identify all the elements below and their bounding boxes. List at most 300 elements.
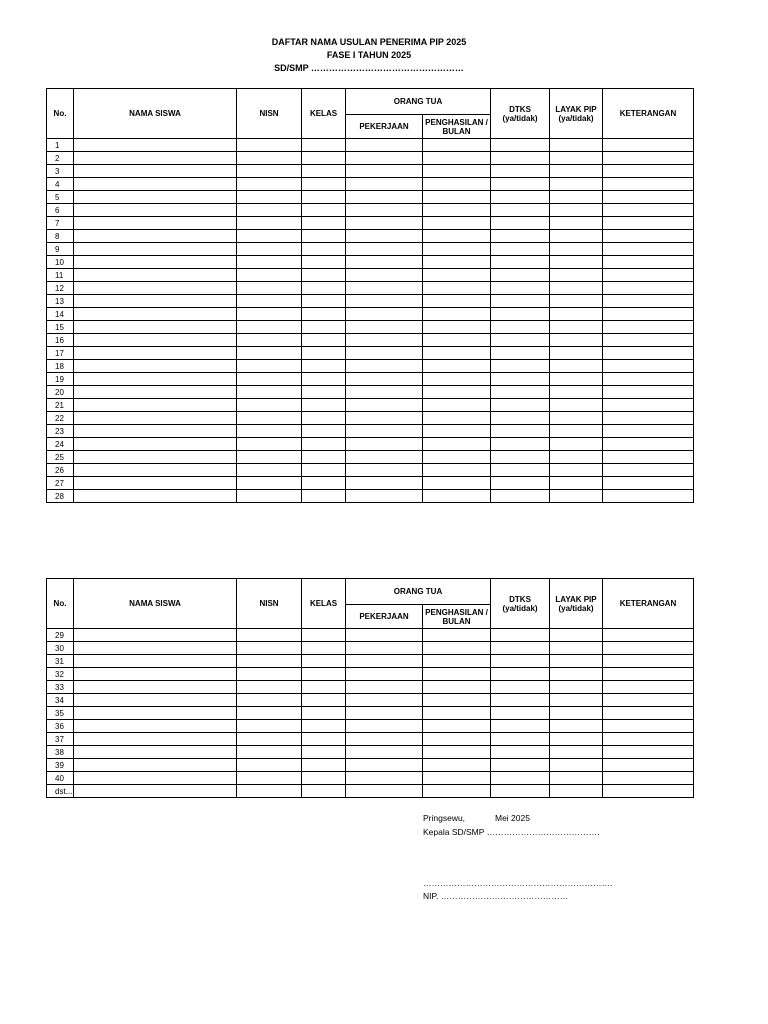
pekerjaan-cell[interactable] [346,733,423,746]
nama-cell[interactable] [74,178,237,191]
layak-cell[interactable] [550,746,603,759]
nisn-cell[interactable] [237,733,302,746]
penghasilan-cell[interactable] [423,425,491,438]
kelas-cell[interactable] [302,308,346,321]
dtks-cell[interactable] [491,308,550,321]
dtks-cell[interactable] [491,269,550,282]
penghasilan-cell[interactable] [423,178,491,191]
dtks-cell[interactable] [491,373,550,386]
nisn-cell[interactable] [237,681,302,694]
nisn-cell[interactable] [237,360,302,373]
dtks-cell[interactable] [491,191,550,204]
nama-cell[interactable] [74,490,237,503]
keterangan-cell[interactable] [603,399,694,412]
pekerjaan-cell[interactable] [346,191,423,204]
pekerjaan-cell[interactable] [346,360,423,373]
dtks-cell[interactable] [491,785,550,798]
nama-cell[interactable] [74,282,237,295]
nisn-cell[interactable] [237,668,302,681]
keterangan-cell[interactable] [603,178,694,191]
penghasilan-cell[interactable] [423,412,491,425]
penghasilan-cell[interactable] [423,438,491,451]
dtks-cell[interactable] [491,334,550,347]
layak-cell[interactable] [550,243,603,256]
keterangan-cell[interactable] [603,243,694,256]
layak-cell[interactable] [550,308,603,321]
kelas-cell[interactable] [302,373,346,386]
nisn-cell[interactable] [237,256,302,269]
nama-cell[interactable] [74,720,237,733]
pekerjaan-cell[interactable] [346,217,423,230]
penghasilan-cell[interactable] [423,642,491,655]
kelas-cell[interactable] [302,256,346,269]
penghasilan-cell[interactable] [423,321,491,334]
pekerjaan-cell[interactable] [346,785,423,798]
layak-cell[interactable] [550,720,603,733]
kelas-cell[interactable] [302,321,346,334]
nama-cell[interactable] [74,668,237,681]
kelas-cell[interactable] [302,399,346,412]
kelas-cell[interactable] [302,759,346,772]
nisn-cell[interactable] [237,629,302,642]
dtks-cell[interactable] [491,165,550,178]
keterangan-cell[interactable] [603,759,694,772]
keterangan-cell[interactable] [603,139,694,152]
kelas-cell[interactable] [302,425,346,438]
kelas-cell[interactable] [302,746,346,759]
nisn-cell[interactable] [237,321,302,334]
keterangan-cell[interactable] [603,655,694,668]
nisn-cell[interactable] [237,451,302,464]
penghasilan-cell[interactable] [423,347,491,360]
keterangan-cell[interactable] [603,269,694,282]
layak-cell[interactable] [550,152,603,165]
keterangan-cell[interactable] [603,438,694,451]
penghasilan-cell[interactable] [423,759,491,772]
dtks-cell[interactable] [491,720,550,733]
keterangan-cell[interactable] [603,360,694,373]
layak-cell[interactable] [550,681,603,694]
keterangan-cell[interactable] [603,334,694,347]
penghasilan-cell[interactable] [423,451,491,464]
pekerjaan-cell[interactable] [346,629,423,642]
keterangan-cell[interactable] [603,490,694,503]
dtks-cell[interactable] [491,642,550,655]
nisn-cell[interactable] [237,191,302,204]
nama-cell[interactable] [74,694,237,707]
layak-cell[interactable] [550,785,603,798]
penghasilan-cell[interactable] [423,243,491,256]
nisn-cell[interactable] [237,152,302,165]
layak-cell[interactable] [550,642,603,655]
kelas-cell[interactable] [302,785,346,798]
nama-cell[interactable] [74,746,237,759]
dtks-cell[interactable] [491,681,550,694]
nisn-cell[interactable] [237,746,302,759]
layak-cell[interactable] [550,772,603,785]
layak-cell[interactable] [550,451,603,464]
layak-cell[interactable] [550,412,603,425]
nama-cell[interactable] [74,733,237,746]
layak-cell[interactable] [550,386,603,399]
dtks-cell[interactable] [491,759,550,772]
penghasilan-cell[interactable] [423,152,491,165]
kelas-cell[interactable] [302,464,346,477]
kelas-cell[interactable] [302,139,346,152]
penghasilan-cell[interactable] [423,772,491,785]
layak-cell[interactable] [550,230,603,243]
nisn-cell[interactable] [237,759,302,772]
keterangan-cell[interactable] [603,412,694,425]
nama-cell[interactable] [74,707,237,720]
pekerjaan-cell[interactable] [346,694,423,707]
nama-cell[interactable] [74,165,237,178]
layak-cell[interactable] [550,256,603,269]
nisn-cell[interactable] [237,243,302,256]
nisn-cell[interactable] [237,204,302,217]
layak-cell[interactable] [550,204,603,217]
dtks-cell[interactable] [491,230,550,243]
nama-cell[interactable] [74,152,237,165]
dtks-cell[interactable] [491,733,550,746]
pekerjaan-cell[interactable] [346,772,423,785]
dtks-cell[interactable] [491,347,550,360]
pekerjaan-cell[interactable] [346,490,423,503]
nisn-cell[interactable] [237,399,302,412]
kelas-cell[interactable] [302,243,346,256]
kelas-cell[interactable] [302,295,346,308]
penghasilan-cell[interactable] [423,694,491,707]
pekerjaan-cell[interactable] [346,204,423,217]
keterangan-cell[interactable] [603,217,694,230]
penghasilan-cell[interactable] [423,282,491,295]
keterangan-cell[interactable] [603,347,694,360]
layak-cell[interactable] [550,139,603,152]
nama-cell[interactable] [74,217,237,230]
pekerjaan-cell[interactable] [346,759,423,772]
penghasilan-cell[interactable] [423,707,491,720]
kelas-cell[interactable] [302,629,346,642]
nama-cell[interactable] [74,295,237,308]
penghasilan-cell[interactable] [423,490,491,503]
dtks-cell[interactable] [491,668,550,681]
layak-cell[interactable] [550,399,603,412]
layak-cell[interactable] [550,347,603,360]
penghasilan-cell[interactable] [423,308,491,321]
kelas-cell[interactable] [302,269,346,282]
nama-cell[interactable] [74,785,237,798]
dtks-cell[interactable] [491,204,550,217]
pekerjaan-cell[interactable] [346,707,423,720]
nama-cell[interactable] [74,269,237,282]
penghasilan-cell[interactable] [423,373,491,386]
penghasilan-cell[interactable] [423,386,491,399]
pekerjaan-cell[interactable] [346,230,423,243]
layak-cell[interactable] [550,668,603,681]
nisn-cell[interactable] [237,334,302,347]
dtks-cell[interactable] [491,412,550,425]
nama-cell[interactable] [74,230,237,243]
pekerjaan-cell[interactable] [346,321,423,334]
pekerjaan-cell[interactable] [346,308,423,321]
kelas-cell[interactable] [302,230,346,243]
kelas-cell[interactable] [302,668,346,681]
pekerjaan-cell[interactable] [346,152,423,165]
layak-cell[interactable] [550,360,603,373]
dtks-cell[interactable] [491,386,550,399]
nama-cell[interactable] [74,772,237,785]
kelas-cell[interactable] [302,733,346,746]
dtks-cell[interactable] [491,464,550,477]
keterangan-cell[interactable] [603,720,694,733]
keterangan-cell[interactable] [603,733,694,746]
nama-cell[interactable] [74,451,237,464]
pekerjaan-cell[interactable] [346,256,423,269]
penghasilan-cell[interactable] [423,269,491,282]
nama-cell[interactable] [74,412,237,425]
keterangan-cell[interactable] [603,464,694,477]
pekerjaan-cell[interactable] [346,269,423,282]
nisn-cell[interactable] [237,425,302,438]
keterangan-cell[interactable] [603,425,694,438]
nama-cell[interactable] [74,243,237,256]
dtks-cell[interactable] [491,360,550,373]
layak-cell[interactable] [550,295,603,308]
kelas-cell[interactable] [302,720,346,733]
dtks-cell[interactable] [491,746,550,759]
layak-cell[interactable] [550,178,603,191]
nama-cell[interactable] [74,399,237,412]
layak-cell[interactable] [550,373,603,386]
nisn-cell[interactable] [237,642,302,655]
dtks-cell[interactable] [491,451,550,464]
nisn-cell[interactable] [237,386,302,399]
nisn-cell[interactable] [237,230,302,243]
layak-cell[interactable] [550,425,603,438]
penghasilan-cell[interactable] [423,334,491,347]
penghasilan-cell[interactable] [423,720,491,733]
dtks-cell[interactable] [491,694,550,707]
keterangan-cell[interactable] [603,629,694,642]
penghasilan-cell[interactable] [423,295,491,308]
dtks-cell[interactable] [491,152,550,165]
layak-cell[interactable] [550,438,603,451]
keterangan-cell[interactable] [603,477,694,490]
dtks-cell[interactable] [491,295,550,308]
pekerjaan-cell[interactable] [346,165,423,178]
kelas-cell[interactable] [302,360,346,373]
dtks-cell[interactable] [491,629,550,642]
dtks-cell[interactable] [491,217,550,230]
kelas-cell[interactable] [302,165,346,178]
keterangan-cell[interactable] [603,321,694,334]
penghasilan-cell[interactable] [423,230,491,243]
dtks-cell[interactable] [491,707,550,720]
keterangan-cell[interactable] [603,295,694,308]
kelas-cell[interactable] [302,451,346,464]
nisn-cell[interactable] [237,308,302,321]
penghasilan-cell[interactable] [423,655,491,668]
dtks-cell[interactable] [491,282,550,295]
penghasilan-cell[interactable] [423,785,491,798]
kelas-cell[interactable] [302,204,346,217]
layak-cell[interactable] [550,334,603,347]
layak-cell[interactable] [550,269,603,282]
nisn-cell[interactable] [237,139,302,152]
nama-cell[interactable] [74,386,237,399]
penghasilan-cell[interactable] [423,477,491,490]
nama-cell[interactable] [74,347,237,360]
nisn-cell[interactable] [237,295,302,308]
keterangan-cell[interactable] [603,785,694,798]
nisn-cell[interactable] [237,178,302,191]
nisn-cell[interactable] [237,490,302,503]
dtks-cell[interactable] [491,399,550,412]
penghasilan-cell[interactable] [423,204,491,217]
kelas-cell[interactable] [302,282,346,295]
nisn-cell[interactable] [237,785,302,798]
nisn-cell[interactable] [237,464,302,477]
layak-cell[interactable] [550,321,603,334]
pekerjaan-cell[interactable] [346,178,423,191]
layak-cell[interactable] [550,655,603,668]
dtks-cell[interactable] [491,321,550,334]
layak-cell[interactable] [550,629,603,642]
keterangan-cell[interactable] [603,165,694,178]
nisn-cell[interactable] [237,165,302,178]
keterangan-cell[interactable] [603,681,694,694]
kelas-cell[interactable] [302,642,346,655]
layak-cell[interactable] [550,464,603,477]
dtks-cell[interactable] [491,490,550,503]
layak-cell[interactable] [550,490,603,503]
nama-cell[interactable] [74,681,237,694]
keterangan-cell[interactable] [603,451,694,464]
pekerjaan-cell[interactable] [346,655,423,668]
keterangan-cell[interactable] [603,282,694,295]
keterangan-cell[interactable] [603,694,694,707]
penghasilan-cell[interactable] [423,360,491,373]
nama-cell[interactable] [74,642,237,655]
nama-cell[interactable] [74,139,237,152]
penghasilan-cell[interactable] [423,733,491,746]
nama-cell[interactable] [74,360,237,373]
layak-cell[interactable] [550,707,603,720]
kelas-cell[interactable] [302,772,346,785]
penghasilan-cell[interactable] [423,165,491,178]
penghasilan-cell[interactable] [423,256,491,269]
layak-cell[interactable] [550,759,603,772]
kelas-cell[interactable] [302,334,346,347]
kelas-cell[interactable] [302,681,346,694]
dtks-cell[interactable] [491,178,550,191]
kelas-cell[interactable] [302,191,346,204]
kelas-cell[interactable] [302,386,346,399]
penghasilan-cell[interactable] [423,139,491,152]
pekerjaan-cell[interactable] [346,386,423,399]
pekerjaan-cell[interactable] [346,681,423,694]
keterangan-cell[interactable] [603,642,694,655]
nisn-cell[interactable] [237,438,302,451]
kelas-cell[interactable] [302,694,346,707]
keterangan-cell[interactable] [603,191,694,204]
nama-cell[interactable] [74,321,237,334]
kelas-cell[interactable] [302,178,346,191]
pekerjaan-cell[interactable] [346,451,423,464]
keterangan-cell[interactable] [603,746,694,759]
penghasilan-cell[interactable] [423,217,491,230]
pekerjaan-cell[interactable] [346,139,423,152]
nisn-cell[interactable] [237,655,302,668]
kelas-cell[interactable] [302,347,346,360]
layak-cell[interactable] [550,165,603,178]
nama-cell[interactable] [74,256,237,269]
layak-cell[interactable] [550,191,603,204]
pekerjaan-cell[interactable] [346,334,423,347]
nisn-cell[interactable] [237,269,302,282]
pekerjaan-cell[interactable] [346,425,423,438]
nama-cell[interactable] [74,464,237,477]
layak-cell[interactable] [550,217,603,230]
nama-cell[interactable] [74,477,237,490]
pekerjaan-cell[interactable] [346,243,423,256]
nama-cell[interactable] [74,191,237,204]
kelas-cell[interactable] [302,152,346,165]
pekerjaan-cell[interactable] [346,746,423,759]
pekerjaan-cell[interactable] [346,295,423,308]
nama-cell[interactable] [74,438,237,451]
keterangan-cell[interactable] [603,707,694,720]
nama-cell[interactable] [74,373,237,386]
dtks-cell[interactable] [491,655,550,668]
keterangan-cell[interactable] [603,152,694,165]
nisn-cell[interactable] [237,412,302,425]
nama-cell[interactable] [74,308,237,321]
penghasilan-cell[interactable] [423,399,491,412]
pekerjaan-cell[interactable] [346,642,423,655]
nama-cell[interactable] [74,334,237,347]
kelas-cell[interactable] [302,490,346,503]
nisn-cell[interactable] [237,347,302,360]
dtks-cell[interactable] [491,438,550,451]
keterangan-cell[interactable] [603,386,694,399]
penghasilan-cell[interactable] [423,464,491,477]
penghasilan-cell[interactable] [423,681,491,694]
nisn-cell[interactable] [237,707,302,720]
nama-cell[interactable] [74,655,237,668]
layak-cell[interactable] [550,477,603,490]
kelas-cell[interactable] [302,707,346,720]
nama-cell[interactable] [74,629,237,642]
pekerjaan-cell[interactable] [346,438,423,451]
keterangan-cell[interactable] [603,230,694,243]
dtks-cell[interactable] [491,477,550,490]
dtks-cell[interactable] [491,139,550,152]
dtks-cell[interactable] [491,256,550,269]
pekerjaan-cell[interactable] [346,373,423,386]
penghasilan-cell[interactable] [423,668,491,681]
keterangan-cell[interactable] [603,373,694,386]
nisn-cell[interactable] [237,694,302,707]
keterangan-cell[interactable] [603,256,694,269]
pekerjaan-cell[interactable] [346,399,423,412]
keterangan-cell[interactable] [603,772,694,785]
penghasilan-cell[interactable] [423,746,491,759]
dtks-cell[interactable] [491,425,550,438]
nama-cell[interactable] [74,204,237,217]
nisn-cell[interactable] [237,217,302,230]
nisn-cell[interactable] [237,720,302,733]
